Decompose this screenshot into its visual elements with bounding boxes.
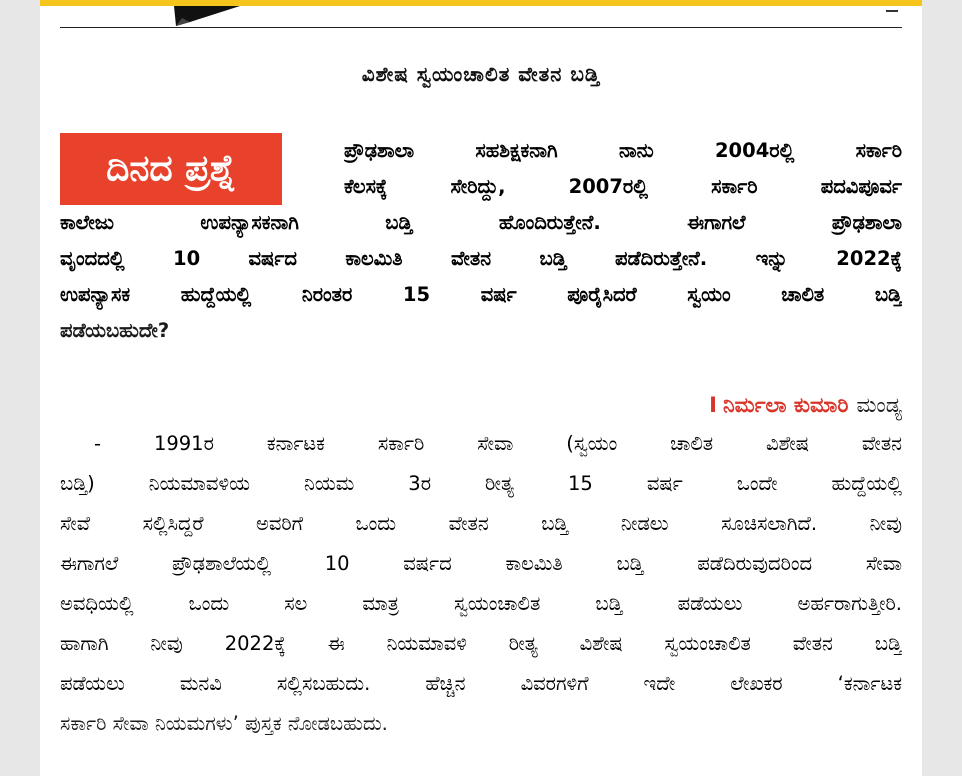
answer-line: ಬಡ್ತಿ) ನಿಯಮಾವಳಿಯ ನಿಯಮ 3ರ ರೀತ್ಯ 15 ವರ್ಷ ಒಂದೇ ಹುದ್ದೆಯಲ್ಲಿ (60, 472, 902, 495)
byline (709, 387, 902, 423)
article-page (40, 6, 922, 776)
question-line: ಕೆಲಸಕ್ಕೆ ಸೇರಿದ್ದು, 2007ರಲ್ಲಿ ಸರ್ಕಾರಿ ಪದವಿಪೂರ್ವ (344, 175, 902, 198)
answer-line: ಹಾಗಾಗಿ ನೀವು 2022ಕ್ಕೆ ಈ ನಿಯಮಾವಳಿ ರೀತ್ಯ ವಿಶೇಷ ಸ್ವಯಂಚಾಲಿತ ವೇತನ ಬಡ್ತಿ (60, 632, 902, 655)
question-line: ಪ್ರೌಢಶಾಲಾ ಸಹಶಿಕ್ಷಕನಾಗಿ ನಾನು 2004ರಲ್ಲಿ ಸರ್ಕಾರಿ (344, 139, 902, 162)
answer-line: ಸೇವೆ ಸಲ್ಲಿಸಿದ್ದರೆ ಅವರಿಗೆ ಒಂದು ವೇತನ ಬಡ್ತಿ ನೀಡಲು ಸೂಚಿಸಲಾಗಿದೆ. ನೀವು (60, 512, 902, 535)
question-line: ಪಡೆಯಬಹುದೇ? (60, 319, 170, 342)
section-tag: ದಿನದ ಪ್ರಶ್ನೆ (60, 133, 282, 205)
pencil-graphic (130, 6, 250, 28)
question-line: ವೃಂದದಲ್ಲಿ 10 ವರ್ಷದ ಕಾಲಮಿತಿ ವೇತನ ಬಡ್ತಿ ಪಡೆದಿರುತ್ತೇನೆ. ಇನ್ನು 2022ಕ್ಕೆ (60, 247, 902, 270)
byline-place: ಮಂಡ್ಯ (856, 393, 902, 417)
article-headline: ವಿಶೇಷ ಸ್ವಯಂಚಾಲಿತ ವೇತನ ಬಡ್ತಿ (361, 62, 601, 86)
answer-line: ಈಗಾಗಲೆ ಪ್ರೌಢಶಾಲೆಯಲ್ಲಿ 10 ವರ್ಷದ ಕಾಲಮಿತಿ ಬಡ್ತಿ ಪಡೆದಿರುವುದರಿಂದ ಸೇವಾ (60, 552, 902, 575)
header-rule (60, 27, 902, 28)
byline-marker: I (709, 393, 717, 417)
answer-line: ಪಡೆಯಲು ಮನವಿ ಸಲ್ಲಿಸಬಹುದು. ಹೆಚ್ಚಿನ ವಿವರಗಳಿಗೆ ಇದೇ ಲೇಖಕರ ‘ಕರ್ನಾಟಕ (60, 672, 902, 695)
answer-line: ಅವಧಿಯಲ್ಲಿ ಒಂದು ಸಲ ಮಾತ್ರ ಸ್ವಯಂಚಾಲಿತ ಬಡ್ತಿ ಪಡೆಯಲು ಅರ್ಹರಾಗುತ್ತೀರಿ. (60, 592, 902, 615)
byline-name: ನಿರ್ಮಲಾ ಕುಮಾರಿ (722, 393, 849, 417)
question-line: ಕಾಲೇಜು ಉಪನ್ಯಾಸಕನಾಗಿ ಬಡ್ತಿ ಹೊಂದಿರುತ್ತೇನೆ. ಈಗಾಗಲೆ ಪ್ರೌಢಶಾಲಾ (60, 211, 902, 234)
answer-line: - 1991ರ ಕರ್ನಾಟಕ ಸರ್ಕಾರಿ ಸೇವಾ (ಸ್ವಯಂ ಚಾಲಿತ ವಿಶೇಷ ವೇತನ (94, 432, 902, 455)
question-line: ಉಪನ್ಯಾಸಕ ಹುದ್ದೆಯಲ್ಲಿ ನಿರಂತರ 15 ವರ್ಷ ಪೂರೈಸಿದರೆ ಸ್ವಯಂ ಚಾಲಿತ ಬಡ್ತಿ (60, 283, 902, 306)
corner-mark (886, 6, 898, 12)
answer-line: ಸರ್ಕಾರಿ ಸೇವಾ ನಿಯಮಗಳು’ ಪುಸ್ತಕ ನೋಡಬಹುದು. (60, 712, 388, 735)
